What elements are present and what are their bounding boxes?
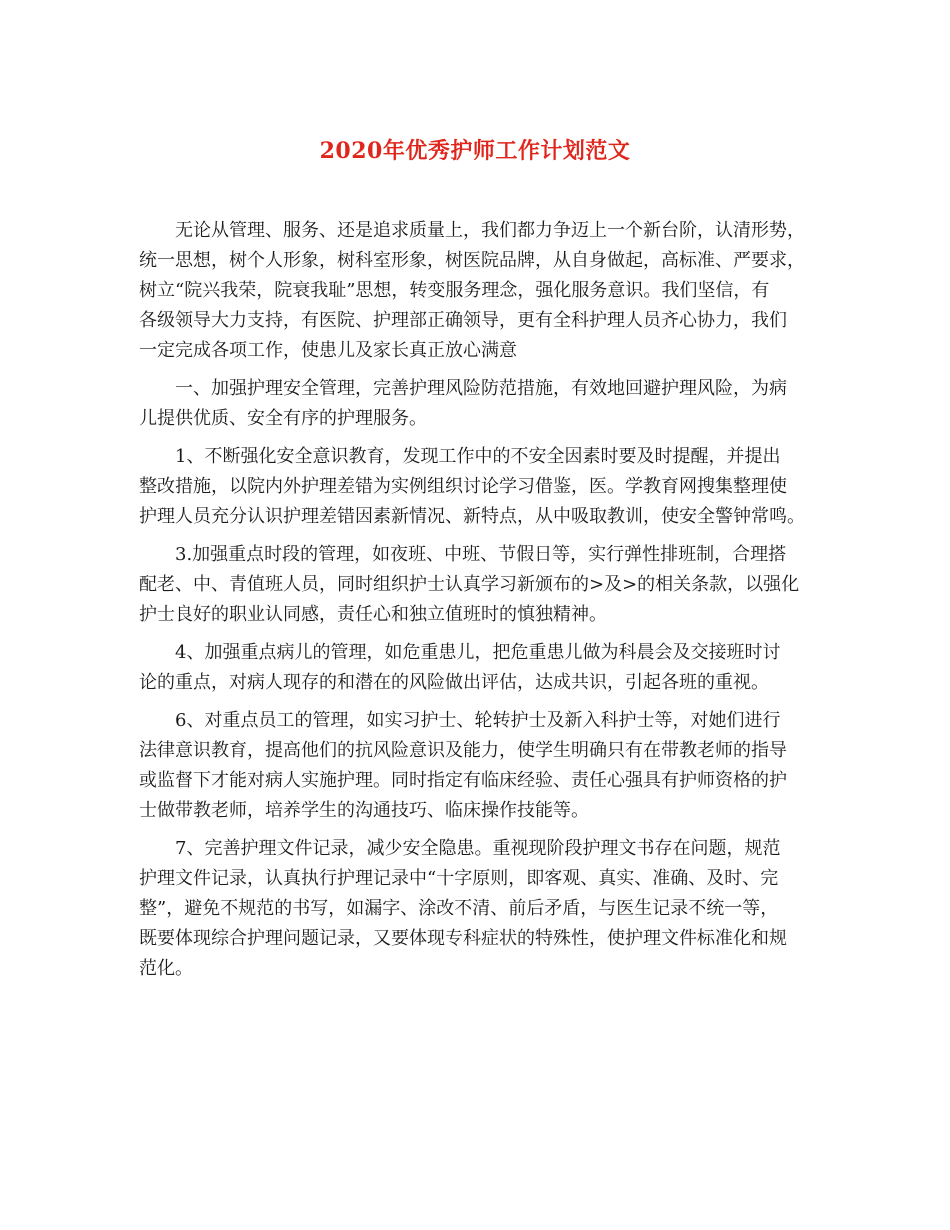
paragraph-line: 论的重点，对病人现存的和潜在的风险做出评估，达成共识，引起各班的重视。: [139, 672, 769, 693]
paragraph-line: 护士良好的职业认同感，责任心和独立值班时的慎独精神。: [139, 604, 607, 625]
paragraph-line: 统一思想，树个人形象，树科室形象，树医院品牌，从自身做起，高标准、严要求，: [139, 250, 805, 271]
paragraph-line: 护理人员充分认识护理差错因素新情况、新特点，从中吸取教训，使安全警钟常鸣。: [139, 506, 805, 527]
paragraph-line: 4、加强重点病儿的管理，如危重患儿，把危重患儿做为科晨会及交接班时讨: [175, 642, 781, 663]
paragraph-line: 3.加强重点时段的管理，如夜班、中班、节假日等，实行弹性排班制，合理搭: [175, 544, 787, 565]
paragraph-line: 士做带教老师，培养学生的沟通技巧、临床操作技能等。: [139, 800, 589, 821]
paragraph-7: [139, 834, 819, 984]
paragraph-line: 各级领导大力支持，有医院、护理部正确领导，更有全科护理人员齐心协力，我们: [139, 310, 787, 331]
paragraph-line: 一、加强护理安全管理，完善护理风险防范措施，有效地回避护理风险，为病: [175, 378, 787, 399]
paragraph-line: 整改措施，以院内外护理差错为实例组织讨论学习借鉴，医。学教育网搜集整理使: [139, 476, 787, 497]
paragraph-line: 整”，避免不规范的书写，如漏字、涂改不清、前后矛盾，与医生记录不统一等，: [139, 898, 779, 919]
paragraph-line: 树立“院兴我荣，院衰我耻”思想，转变服务理念，强化服务意识。我们坚信，有: [139, 280, 770, 301]
document-title: 2020年优秀护师工作计划范文: [319, 138, 631, 164]
paragraph-line: 儿提供优质、安全有序的护理服务。: [139, 408, 427, 429]
paragraph-line: 一定完成各项工作，使患儿及家长真正放心满意: [139, 340, 517, 361]
paragraph-5: [139, 638, 819, 698]
paragraph-line: 法律意识教育，提高他们的抗风险意识及能力，使学生明确只有在带教老师的指导: [139, 740, 787, 761]
paragraph-line: 范化。: [139, 958, 193, 979]
paragraph-6: [139, 706, 819, 826]
paragraph-line: 或监督下才能对病人实施护理。同时指定有临床经验、责任心强具有护师资格的护: [139, 770, 787, 791]
paragraph-line: 7、完善护理文件记录，减少安全隐患。重视现阶段护理文书存在问题，规范: [175, 838, 781, 859]
paragraph-line: 1、不断强化安全意识教育，发现工作中的不安全因素时要及时提醒，并提出: [175, 446, 781, 467]
paragraph-3: [139, 442, 819, 532]
paragraph-1: [139, 216, 819, 366]
paragraph-4: [139, 540, 819, 630]
document-body: [139, 216, 819, 992]
paragraph-line: 6、对重点员工的管理，如实习护士、轮转护士及新入科护士等，对她们进行: [175, 710, 781, 731]
paragraph-line: 护理文件记录，认真执行护理记录中“十字原则，即客观、真实、准确、及时、完: [139, 868, 779, 889]
paragraph-line: 无论从管理、服务、还是追求质量上，我们都力争迈上一个新台阶，认清形势，: [175, 220, 805, 241]
paragraph-line: 既要体现综合护理问题记录，又要体现专科症状的特殊性，使护理文件标准化和规: [139, 928, 787, 949]
paragraph-line: 配老、中、青值班人员，同时组织护士认真学习新颁布的>及>的相关条款，以强化: [139, 574, 800, 595]
paragraph-2: [139, 374, 819, 434]
